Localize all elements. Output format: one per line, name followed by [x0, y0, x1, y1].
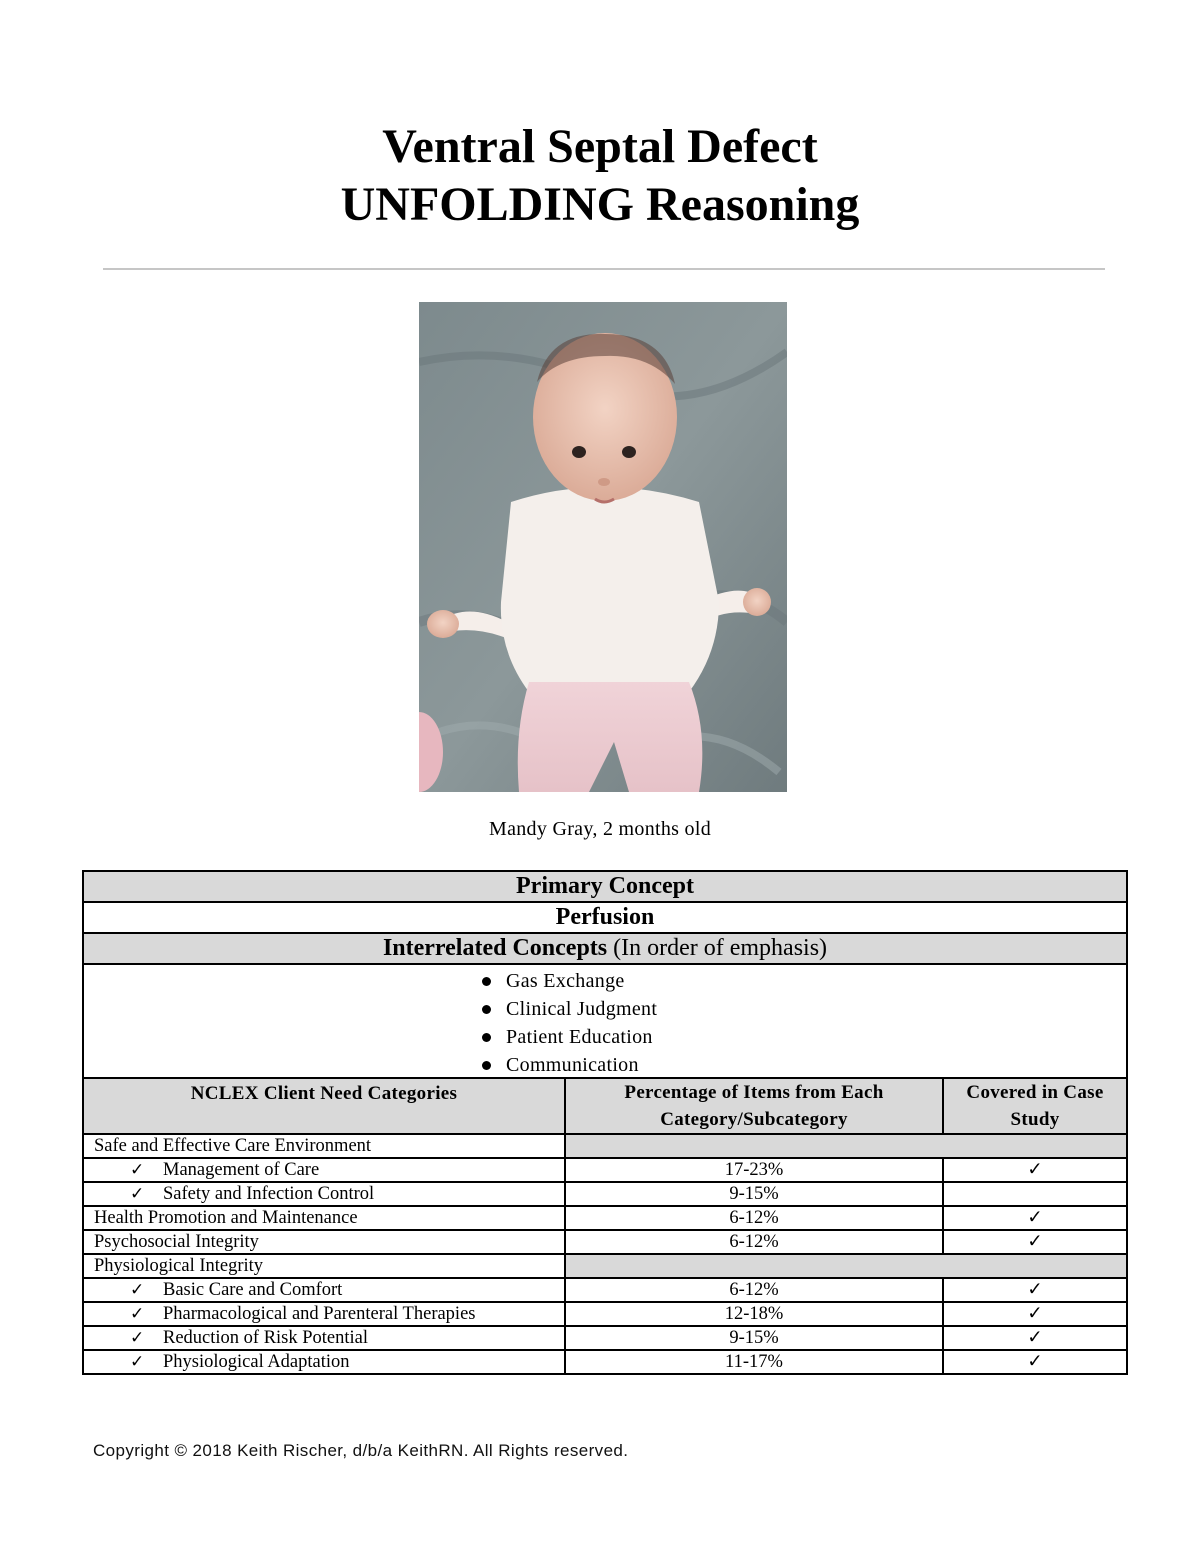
checkmark-icon: ✓ — [1027, 1328, 1043, 1348]
category-cell — [83, 1206, 565, 1230]
category-label: Safe and Effective Care Environment — [94, 1136, 372, 1156]
checkmark-icon: ✓ — [1027, 1304, 1043, 1324]
category-cell — [83, 1134, 565, 1158]
concept-list-item — [482, 967, 1200, 995]
title-divider — [103, 268, 1105, 270]
covered-cell — [943, 1158, 1127, 1182]
category-cell — [83, 1158, 565, 1182]
covered-cell — [943, 1326, 1127, 1350]
checkmark-icon: ✓ — [130, 1328, 145, 1347]
primary-concept-header: Primary Concept — [83, 871, 1127, 902]
percentage-cell: 6-12% — [565, 1278, 943, 1302]
table-row — [83, 1278, 1127, 1302]
checkmark-icon: ✓ — [130, 1280, 145, 1299]
concept-label: Clinical Judgment — [506, 998, 658, 1020]
checkmark-icon: ✓ — [1027, 1352, 1043, 1372]
covered-cell — [943, 1206, 1127, 1230]
category-label: Pharmacological and Parenteral Therapies — [163, 1304, 476, 1324]
covered-cell — [943, 1302, 1127, 1326]
shaded-cell — [565, 1254, 1127, 1278]
category-label: Safety and Infection Control — [163, 1184, 375, 1204]
interrelated-concepts-list-cell — [83, 964, 1127, 1078]
category-cell — [83, 1182, 565, 1206]
percentage-cell: 9-15% — [565, 1182, 943, 1206]
concept-label: Communication — [506, 1054, 639, 1076]
covered-cell — [943, 1350, 1127, 1374]
infant-photo — [419, 302, 787, 792]
percentage-cell: 12-18% — [565, 1302, 943, 1326]
table-row — [83, 1350, 1127, 1374]
col-header-percentage: Percentage of Items from Each Category/Subcategory — [565, 1078, 943, 1134]
interrelated-concepts-list — [482, 967, 1200, 1079]
title-line-1: Ventral Septal Defect — [382, 120, 818, 173]
checkmark-icon: ✓ — [1027, 1280, 1043, 1300]
bullet-icon — [482, 1033, 491, 1042]
table-row — [83, 1302, 1127, 1326]
percentage-cell: 11-17% — [565, 1350, 943, 1374]
percentage-cell: 17-23% — [565, 1158, 943, 1182]
bullet-icon — [482, 1061, 491, 1070]
concept-label: Gas Exchange — [506, 970, 625, 992]
category-cell — [83, 1230, 565, 1254]
col-header-categories: NCLEX Client Need Categories — [83, 1078, 565, 1134]
checkmark-icon: ✓ — [130, 1160, 145, 1179]
category-cell — [83, 1254, 565, 1278]
category-label: Health Promotion and Maintenance — [94, 1208, 358, 1228]
concept-list-item — [482, 995, 1200, 1023]
category-label: Physiological Adaptation — [163, 1352, 350, 1372]
category-label: Reduction of Risk Potential — [163, 1328, 369, 1348]
bullet-icon — [482, 977, 491, 986]
photo-caption: Mandy Gray, 2 months old — [489, 818, 711, 840]
table-row — [83, 1158, 1127, 1182]
bullet-icon — [482, 1005, 491, 1014]
table-row — [83, 1254, 1127, 1278]
category-cell — [83, 1326, 565, 1350]
category-cell — [83, 1302, 565, 1326]
title-line-2: UNFOLDING Reasoning — [340, 178, 860, 231]
covered-cell — [943, 1182, 1127, 1206]
table-row — [83, 1182, 1127, 1206]
checkmark-icon: ✓ — [1027, 1232, 1043, 1252]
checkmark-icon: ✓ — [130, 1304, 145, 1323]
table-row — [83, 1134, 1127, 1158]
concept-label: Patient Education — [506, 1026, 653, 1048]
category-cell — [83, 1350, 565, 1374]
covered-cell — [943, 1230, 1127, 1254]
table-row — [83, 1230, 1127, 1254]
interrelated-concepts-note: (In order of emphasis) — [607, 935, 828, 961]
table-row — [83, 1206, 1127, 1230]
category-label: Basic Care and Comfort — [163, 1280, 343, 1300]
percentage-cell: 9-15% — [565, 1326, 943, 1350]
percentage-cell: 6-12% — [565, 1230, 943, 1254]
col-header-covered: Covered in Case Study — [943, 1078, 1127, 1134]
concept-list-item — [482, 1023, 1200, 1051]
document-title — [0, 118, 1200, 234]
category-label: Management of Care — [163, 1160, 320, 1180]
primary-concept-value: Perfusion — [83, 902, 1127, 933]
category-label: Psychosocial Integrity — [94, 1232, 259, 1252]
table-row — [83, 1326, 1127, 1350]
interrelated-concepts-header — [83, 933, 1127, 964]
percentage-cell: 6-12% — [565, 1206, 943, 1230]
checkmark-icon: ✓ — [130, 1352, 145, 1371]
covered-cell — [943, 1278, 1127, 1302]
checkmark-icon: ✓ — [1027, 1160, 1043, 1180]
concepts-nclex-table — [82, 870, 1128, 1375]
concept-list-item — [482, 1051, 1200, 1079]
interrelated-concepts-title: Interrelated Concepts — [382, 935, 608, 961]
category-cell — [83, 1278, 565, 1302]
copyright-footer: Copyright © 2018 Keith Rischer, d/b/a KeithRN. All Rights reserved. — [93, 1441, 629, 1460]
checkmark-icon: ✓ — [130, 1184, 145, 1203]
checkmark-icon: ✓ — [1027, 1208, 1043, 1228]
category-label: Physiological Integrity — [94, 1256, 264, 1276]
shaded-cell — [565, 1134, 1127, 1158]
